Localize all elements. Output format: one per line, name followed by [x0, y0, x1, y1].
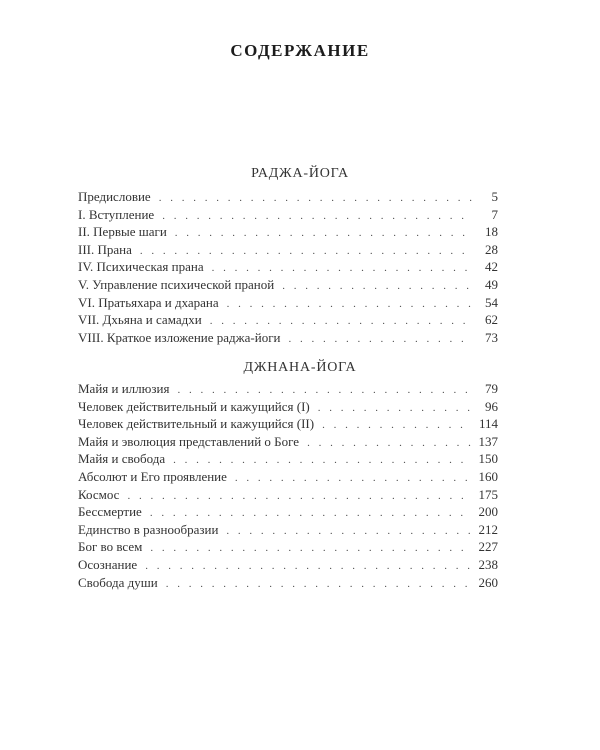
toc-entry-page-number: 5: [491, 189, 498, 204]
toc-entry-page-number: 260: [478, 574, 498, 590]
toc-entry: [78, 294, 498, 312]
dot-leader: [318, 400, 472, 418]
toc-entry: [78, 206, 498, 224]
toc-entry: [78, 380, 498, 398]
toc-entry-page-number: 96: [485, 398, 498, 414]
toc-entry: [78, 574, 498, 592]
toc-entry-title: Майя и эволюция представлений о Боге: [78, 433, 300, 449]
toc-entry: [78, 329, 498, 347]
section-heading-jnana-yoga: ДЖНАНА-ЙОГА: [243, 360, 357, 375]
toc-entry: [78, 188, 498, 206]
dot-leader: [145, 558, 472, 576]
dot-leader: [282, 278, 472, 296]
toc-entry-page-number: 227: [478, 539, 498, 555]
toc-entry-page-number: 150: [478, 451, 498, 467]
dot-leader: [322, 417, 472, 435]
toc-entry-title: Бессмертие: [78, 504, 142, 520]
toc-entry: [78, 503, 498, 521]
toc-entry: [78, 433, 498, 451]
toc-entry: [78, 311, 498, 329]
toc-entry-page-number: 54: [485, 294, 498, 310]
toc-entry-page-number: 212: [478, 521, 498, 537]
dot-leader: [166, 576, 472, 594]
page-title: СОДЕРЖАНИЕ: [230, 41, 370, 60]
toc-entry: [78, 521, 498, 539]
dot-leader: [175, 225, 472, 243]
toc-entry-title: Абсолют и Его проявление: [78, 468, 227, 484]
toc-entry-title: Единство в разнообразии: [78, 521, 219, 537]
toc-entry-title: III. Прана: [78, 241, 132, 257]
toc-entry-title: Бог во всем: [78, 539, 143, 555]
toc-entry-title: VI. Пратьяхара и дхарана: [78, 294, 219, 310]
toc-entry-page-number: 18: [485, 224, 498, 240]
toc-entry-page-number: 42: [485, 259, 498, 275]
toc-entry-page-number: 160: [478, 468, 498, 484]
toc-entry-title: Космос: [78, 486, 120, 502]
toc-entry-page-number: 49: [485, 276, 498, 292]
dot-leader: [127, 488, 472, 506]
toc-entry-title: V. Управление психической праной: [78, 276, 275, 292]
section-heading-raja-yoga: РАДЖА-ЙОГА: [251, 166, 349, 181]
toc-entry: [78, 556, 498, 574]
toc-entry: [78, 468, 498, 486]
toc-entry: [78, 223, 498, 241]
toc-list-jnana-yoga: [78, 380, 498, 591]
dot-leader: [150, 540, 472, 558]
toc-entry: [78, 450, 498, 468]
toc-entry-title: Человек действительный и кажущийся (II): [78, 416, 315, 432]
toc-entry-page-number: 238: [478, 556, 498, 572]
toc-entry: [78, 241, 498, 259]
toc-entry-title: Предисловие: [78, 189, 151, 204]
dot-leader: [159, 190, 472, 208]
toc-entry-title: I. Вступление: [78, 206, 155, 222]
toc-entry-title: Человек действительный и кажущийся (I): [78, 398, 310, 414]
toc-entry: [78, 398, 498, 416]
toc-entry-title: VII. Дхьяна и самадхи: [78, 312, 202, 328]
toc-entry-page-number: 7: [491, 206, 498, 222]
toc-entry-page-number: 175: [478, 486, 498, 502]
toc-entry-page-number: 79: [485, 381, 498, 396]
toc-entry-page-number: 62: [485, 312, 498, 328]
toc-entry-page-number: 28: [485, 241, 498, 257]
dot-leader: [226, 523, 472, 541]
toc-entry-page-number: 73: [485, 329, 498, 345]
toc-list-raja-yoga: [78, 188, 498, 346]
dot-leader: [288, 331, 472, 349]
toc-entry-title: Осознание: [78, 556, 138, 572]
toc-entry: [78, 486, 498, 504]
dot-leader: [162, 208, 472, 226]
dot-leader: [235, 470, 472, 488]
toc-entry-page-number: 200: [478, 504, 498, 520]
toc-entry-title: Майя и иллюзия: [78, 381, 170, 396]
dot-leader: [307, 435, 472, 453]
toc-entry-page-number: 114: [478, 416, 498, 432]
toc-entry-title: II. Первые шаги: [78, 224, 167, 240]
toc-entry-page-number: 137: [478, 433, 498, 449]
toc-entry: [78, 538, 498, 556]
toc-entry-title: Майя и свобода: [78, 451, 166, 467]
toc-entry: [78, 276, 498, 294]
toc-entry-title: Свобода души: [78, 574, 158, 590]
toc-entry-title: VIII. Краткое изложение раджа-йоги: [78, 329, 281, 345]
toc-entry: [78, 415, 498, 433]
dot-leader: [227, 296, 472, 314]
toc-entry: [78, 258, 498, 276]
toc-entry-title: IV. Психическая прана: [78, 259, 204, 275]
